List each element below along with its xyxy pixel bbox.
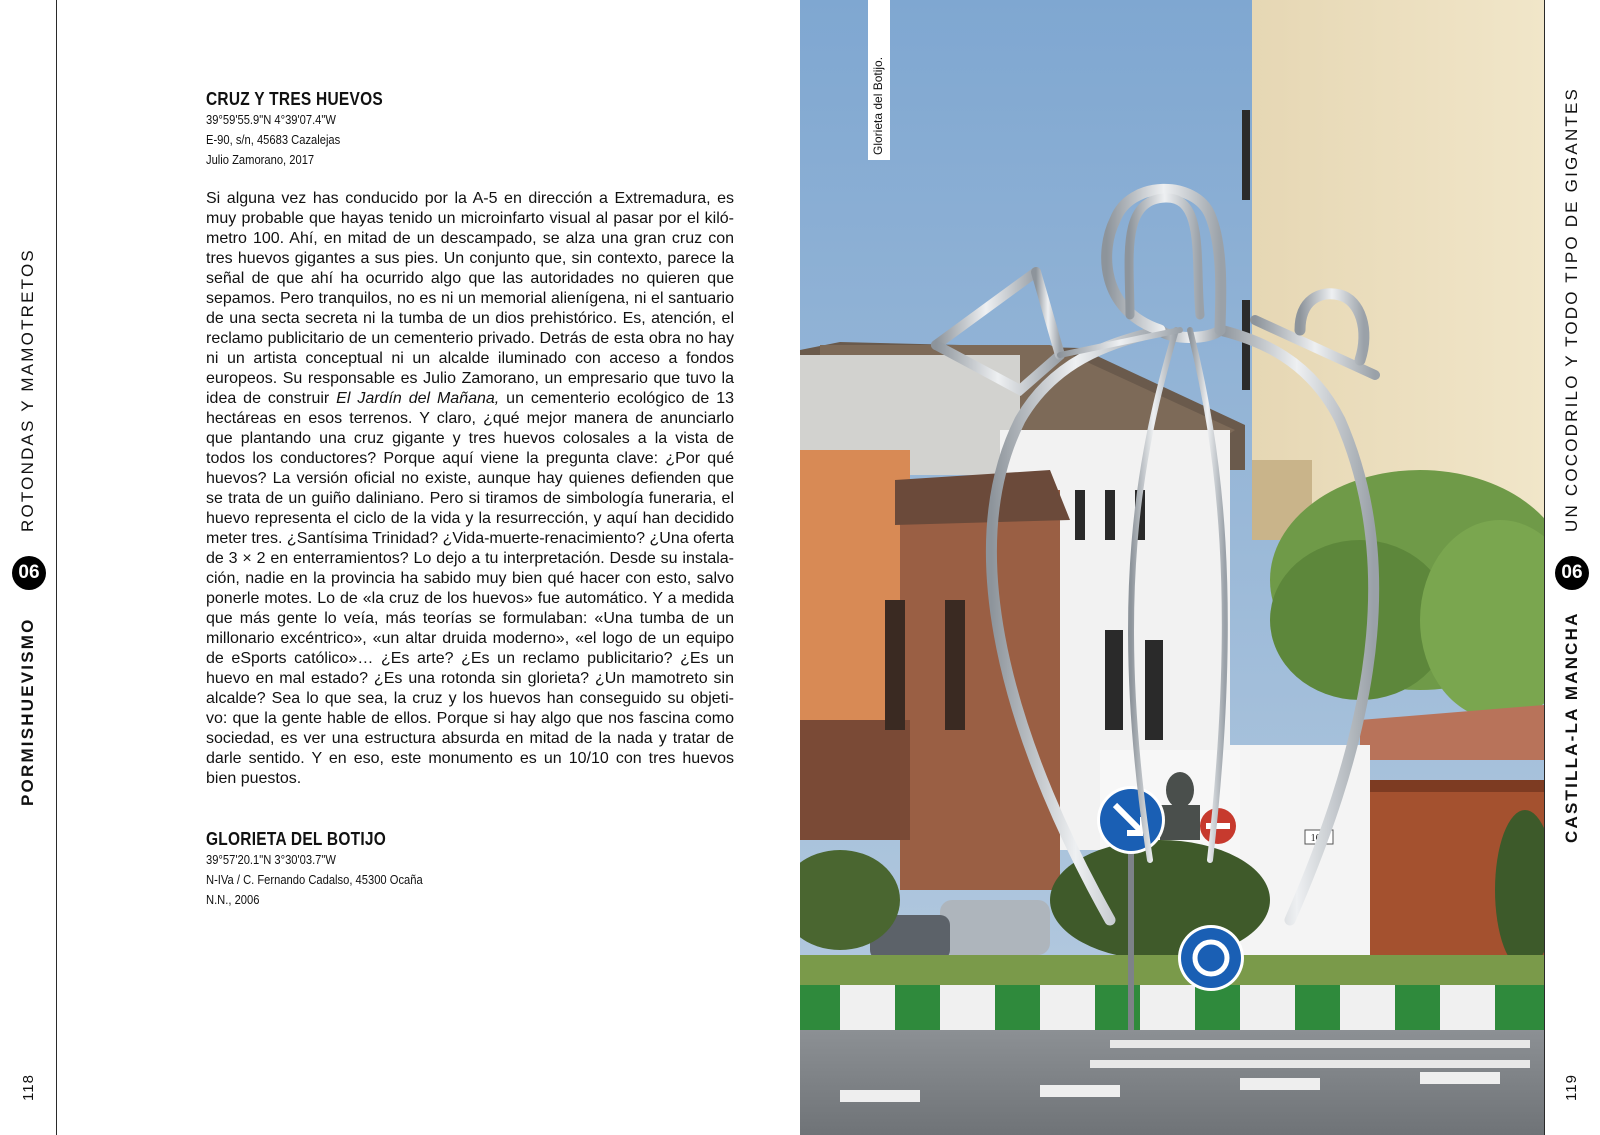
page-divider-right	[1544, 0, 1545, 1135]
region-subtitle: UN COCODRILO Y TODO TIPO DE GIGANTES	[1562, 86, 1581, 532]
entry-address: E-90, s/n, 45683 Cazalejas	[206, 132, 341, 147]
entry-address: N-IVa / C. Fernando Cadalso, 45300 Ocaña	[206, 872, 423, 887]
chapter-number: 06	[18, 562, 40, 583]
page-number-right: 119	[1563, 1074, 1580, 1101]
photo-caption-box	[868, 0, 890, 160]
chapter-title-bold: PORMISHUEVISMO	[18, 617, 37, 806]
house-number: 16B	[1310, 833, 1328, 844]
page-divider	[56, 0, 57, 1135]
entry-meta-cruz	[206, 110, 340, 170]
entry-author: N.N., 2006	[206, 892, 260, 907]
entry-author: Julio Zamorano, 2017	[206, 152, 315, 167]
body-text-part1: Si alguna vez has conducido por la A-5 en dirección a Extremadura, es muy probable que hayas tenido un microinfarto visual al pasar por el kiló-metro 100. Ahí, en mitad de un descampado, se alza una gran cruz con tres huevos gigantes a sus pies. Un conjunto que, sin contexto, parece la señal de que ahí ha ocurrido algo que las autoridades no quieren que sepamos. Pero tranquilos, no es ni un memorial alienígena, ni el santuario de una secta secreta ni la tumba de un dios prehistórico. Es, atención, el reclamo publicitario de un cementerio privado. Detrás de esta obra no hay ni un artista conceptual ni un alcalde iluminado con acceso a fondos europeos. Su responsable es Julio Zamorano, un empresario que tuvo la idea de construir	[206, 190, 734, 407]
page-number-left: 118	[20, 1074, 37, 1101]
chapter-number-badge-right	[1555, 556, 1589, 590]
entry-coords: 39°59'55.9"N 4°39'07.4"W	[206, 112, 336, 127]
photo-glorieta-del-botijo	[800, 0, 1544, 1135]
entry-title-botijo: GLORIETA DEL BOTIJO	[206, 829, 387, 849]
entry-meta-botijo	[206, 850, 423, 910]
body-text-italic: El Jardín del Mañana,	[336, 390, 500, 407]
entry-coords: 39°57'20.1"N 3°30'03.7"W	[206, 852, 336, 867]
photo-caption: Glorieta del Botijo.	[871, 56, 885, 155]
entry-body-cruz	[206, 189, 734, 789]
chapter-number-badge	[12, 556, 46, 590]
chapter-number-right: 06	[1561, 562, 1583, 583]
body-text-part2: un cementerio ecológico de 13 hectáreas en esos terrenos. Y claro, ¿qué mejor manera de anunciarlo que plantando una cruz gigante y tres huevos colosales a la vista de todos los conductores? Porque aquí viene la pregunta clave: ¿Por qué huevos? La versión oficial no existe, aunque hay quienes defienden que se trata de un guiño daliniano. Pero si tiramos de simbología funeraria, el huevo representa el ciclo de la vida y la resurrección, y aquí han decidido meter tres. ¿Santísima Trinidad? ¿Vida-muerte-renacimiento? ¿Una oferta de 3 × 2 en enterramientos? Lo dejo a tu interpretación. Desde su instala-ción, nadie en la provincia ha sabido muy bien qué hacer con esto, salvo ponerle motes. Lo de «la cruz de los huevos» fue automático. Y a medida que más gente lo veía, más teorías se formulaban: «Una tumba de un millonario excéntrico», «un altar druida moderno», «el logo de un equipo de eSports católico»… ¿Es arte? ¿Es un reclamo publicitario? ¿Es un huevo en mal estado? ¿Es una rotonda sin glorieta? ¿Un mamotreto sin alcalde? Sea lo que sea, la cruz y los huevos han conseguido su objeti-vo: que la gente hable de ellos. Porque si hay algo que nos fascina como sociedad, es ver una estructura absurda en mitad de la nada y tratar de darle sentido. Y en eso, este monumento es un 10/10 con tres huevos bien puestos.	[206, 390, 734, 787]
chapter-subtitle: ROTONDAS Y MAMOTRETOS	[18, 248, 37, 532]
region-title-bold: CASTILLA-LA MANCHA	[1562, 611, 1581, 843]
entry-title-cruz: CRUZ Y TRES HUEVOS	[206, 89, 383, 109]
photo-illustration	[800, 0, 1544, 1135]
